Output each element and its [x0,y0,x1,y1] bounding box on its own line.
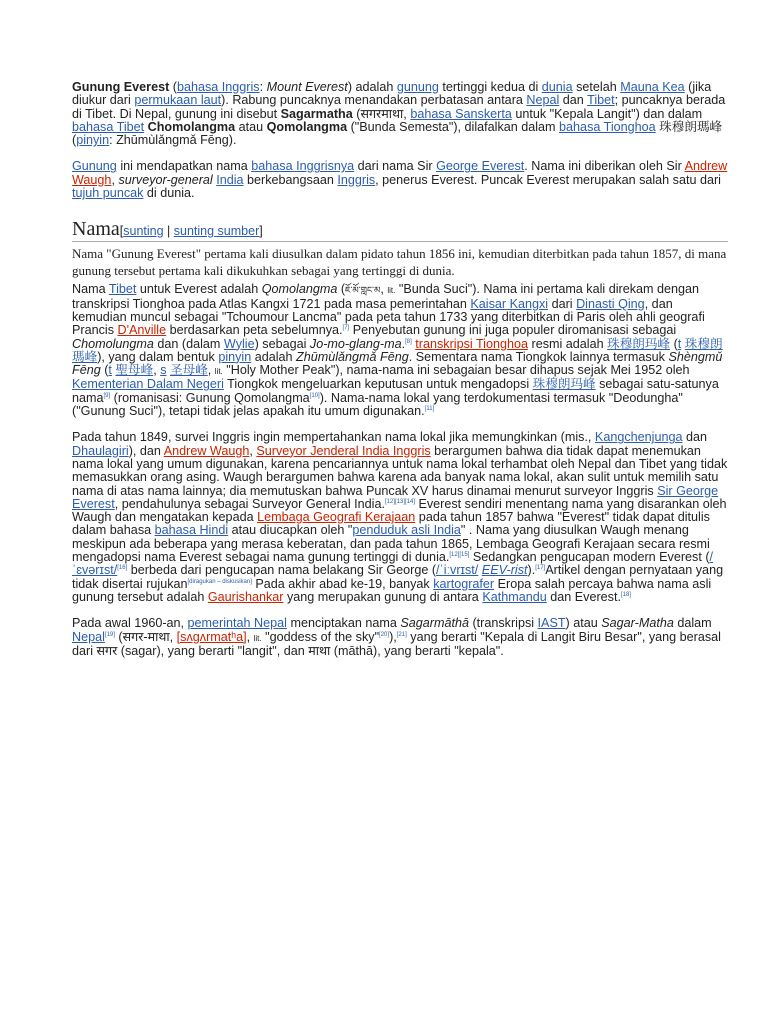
edit-source-link[interactable]: sunting sumber [173,224,260,239]
dubious-note-link[interactable]: [diragukan – diskusikan] [187,578,252,585]
link-permukaan-laut[interactable]: permukaan laut [134,93,222,108]
link-pinyin[interactable]: pinyin [76,133,110,148]
link-traditional-abbr[interactable]: t [108,363,112,378]
link-bahasa-tibet[interactable]: bahasa Tibet [72,119,145,134]
reference-link[interactable]: [9] [103,392,111,399]
reference-link[interactable]: [8] [405,338,412,345]
link-chinese-simplified[interactable]: 珠穆朗玛峰 [607,336,671,351]
survey-history-paragraph: Pada tahun 1849, survei Inggris ingin mempertahankan nama lokal jika memungkinkan (mis., Kangchenjunga dan Dhaulagiri), dan Andrew Waugh, Surveyor Jenderal India Inggris berargumen bahwa dia tidak dapat menemukan nama lokal yang umum digunakan, karena pencariannya untuk nama lokal terhambat oleh Nepal dan Tibet yang tidak memasukkan orang asing. Waugh berargumen bahwa karena ada banyak nama lokal, akan sulit untuk memilih satu nama di atas nama lainnya; dia memutuskan bahwa Puncak XV harus dinamai menurut surveyor Inggris Sir George Everest, pendahulunya sebagai Surveyor General India.[12][13][14] Everest sendiri menentang nama yang disarankan oleh Waugh dan mengatakan kepada Lembaga Geografi Kerajaan pada tahun 1857 bahwa "Everest" tidak dapat ditulis dalam bahasa bahasa Hindi atau diucapkan oleh "penduduk asli India" . Nama yang diusulkan Waugh menang meskipun ada beberapa yang merasa keberatan, dan pada tahun 1865, Lembaga Geografi Kerajaan secara resmi mengadopsi nama Everest sebagai nama gunung tertinggi di dunia.[12][15] Sedangkan pengucapan modern Everest (/ˈɛvərɪst/[16] berbeda dari pengucapan nama belakang Sir George (/ˈiːvrɪst/ EEV-rist).[17]Artikel dengan pernyataan yang tidak disertai rujukan[diragukan – diskusikan] Pada akhir abad ke-19, banyak kartografer Eropa salah percaya bahwa nama asli gunung tersebut adalah Gaurishankar yang merupakan gunung di antara Kathmandu dan Everest.[18] [72,430,728,604]
link-iast[interactable]: IAST [537,616,566,631]
link-mauna-kea[interactable]: Mauna Kea [620,80,685,94]
link-kaisar-kangxi[interactable]: Kaisar Kangxi [470,296,549,311]
link-tibet[interactable]: Tibet [587,93,615,108]
link-inggris[interactable]: Inggris [337,172,376,187]
link-gaurishankar[interactable]: Gaurishankar [207,589,284,604]
link-ipa-modern[interactable]: /ˈɛvərɪst/ [72,550,714,578]
bold-term: Sagarmatha [280,106,353,121]
bold-term: Chomolangma [147,119,236,134]
link-bahasa-tionghoa[interactable]: bahasa Tionghoa [559,119,656,134]
serif-summary: Nama "Gunung Everest" pertama kali diusulkan dalam pidato tahun 1856 ini, kemudian diterbitkan pada tahun 1857, di mana gunung tersebut pertama kali dikukuhkan sebagai yang tertinggi di dunia. [72,246,727,279]
link-bahasa-sanskerta[interactable]: bahasa Sanskerta [410,106,512,121]
link-nepal[interactable]: Nepal [526,93,560,108]
link-ipa-george[interactable]: /ˈiːvrɪst/ [436,563,479,578]
link-pemerintah-nepal[interactable]: pemerintah Nepal [187,616,287,631]
reference-link[interactable]: [20] [379,631,390,638]
link-bahasa-inggris[interactable]: bahasa Inggris [176,80,260,94]
link-simplified-abbr[interactable]: s [160,363,167,378]
link-wylie[interactable]: Wylie [223,336,255,351]
link-gunung[interactable]: gunung [396,80,439,94]
section-heading: Nama[sunting | sunting sumber] [72,218,728,242]
link-chinese-traditional[interactable]: 珠穆朗瑪峰 [72,336,723,364]
link-bahasa-inggrisnya[interactable]: bahasa Inggrisnya [251,159,355,174]
link-respelling[interactable]: EEV-rist [481,563,528,578]
link-sir-george-everest[interactable]: Sir George Everest [72,483,719,511]
link-nepal[interactable]: Nepal [72,629,105,644]
tibetan-name-paragraph: Nama Tibet untuk Everest adalah Qomolangma (ཇོ་མོ་གླང་མ, lit. "Bunda Suci"). Nama ini pertama kali direkam dengan transkripsi Tionghoa pada Atlas Kangxi 1721 pada masa pemerintahan Kaisar Kangxi dari Dinasti Qing, dan kemudian muncul sebagai "Tchoumour Lancma" pada peta tahun 1733 yang diterbitkan di Paris oleh ahli geografi Prancis D'Anville berdasarkan peta sebelumnya.[7] Penyebutan gunung ini juga populer diromanisasi sebagai Chomolungma dan (dalam Wylie) sebagai Jo-mo-glang-ma.[8] transkripsi Tionghoa resmi adalah 珠穆朗玛峰 (t 珠穆朗瑪峰), yang dalam bentuk pinyin adalah Zhūmùlǎngmǎ Fēng. Sementara nama Tiongkok lainnya termasuk Shèngmǔ Fēng (t 聖母峰, s 圣母峰, lit. "Holy Mother Peak"), nama-nama ini sebagaian besar dihapus sejak Mei 1952 oleh Kementerian Dalam Negeri Tiongkok mengeluarkan keputusan untuk mengadopsi 珠穆朗玛峰 sebagai satu-satunya nama[9] (romanisasi: Gunung Qomolangma[10]). Nama-nama lokal yang terdokumentasi termasuk "Deodungha" ("Gunung Suci"), tetapi tidak jelas apakah itu umum digunakan.[11] [72,282,723,419]
link-pinyin[interactable]: pinyin [218,349,252,364]
bold-term: Gunung Everest [72,80,170,94]
link-kartografer[interactable]: kartografer [433,576,495,591]
link-dhaulagiri[interactable]: Dhaulagiri [72,443,129,458]
bold-term: Qomolangma [266,119,348,134]
link-kangchenjunga[interactable]: Kangchenjunga [594,430,683,445]
link-chinese-simplified[interactable]: 珠穆朗玛峰 [532,377,596,392]
link-tibet[interactable]: Tibet [108,282,137,297]
reference-link[interactable]: [12][15] [449,551,470,558]
link-kementerian-dalam-negeri[interactable]: Kementerian Dalam Negeri [72,377,224,392]
intro-paragraph: Gunung Everest (bahasa Inggris: Mount Everest) adalah gunung tertinggi kedua di dunia setelah Mauna Kea (jika diukur dari permukaan laut). Rabung puncaknya menandakan perbatasan antara Nepal dan Tibet; puncaknya berada di Tibet. Di Nepal, gunung ini disebut Sagarmatha (सगरमाथा, bahasa Sanskerta untuk "Kepala Langit") dan dalam bahasa Tibet Chomolangma atau Qomolangma ("Bunda Semesta"), dilafalkan dalam bahasa Tionghoa 珠穆朗瑪峰 (pinyin: Zhūmùlǎngmǎ Fēng). [72,80,726,148]
link-danville[interactable]: D'Anville [117,323,167,338]
link-traditional-abbr[interactable]: t [677,336,682,351]
reference-link[interactable]: [16] [117,565,128,572]
reference-link[interactable]: [11] [424,405,435,412]
link-penduduk-asli-india[interactable]: penduduk asli India [352,523,461,538]
reference-link[interactable]: [21] [396,631,407,638]
link-tujuh-puncak[interactable]: tujuh puncak [72,186,144,201]
link-ipa-sagarmatha[interactable]: [sʌɡʌrmatʰa] [176,629,247,644]
reference-link[interactable]: [7] [342,325,350,332]
reference-link[interactable]: [18] [620,591,631,598]
reference-link[interactable]: [12][13][14] [384,498,415,505]
edit-section-link[interactable]: sunting [123,224,164,239]
reference-link[interactable]: [19] [104,631,115,638]
link-kathmandu[interactable]: Kathmandu [482,589,547,604]
reference-link[interactable]: [17] [535,565,546,572]
link-lembaga-geografi[interactable]: Lembaga Geografi Kerajaan [257,510,416,525]
link-bahasa-hindi[interactable]: bahasa Hindi [154,523,229,538]
link-dinasti-qing[interactable]: Dinasti Qing [576,296,645,311]
link-george-everest[interactable]: George Everest [436,159,525,174]
link-shengmu-traditional[interactable]: 聖母峰 [115,363,154,378]
link-gunung[interactable]: Gunung [72,159,117,174]
link-shengmu-simplified[interactable]: 圣母峰 [170,363,208,378]
link-andrew-waugh[interactable]: Andrew Waugh [163,443,250,458]
nepal-name-paragraph: Pada awal 1960-an, pemerintah Nepal menciptakan nama Sagarmāthā (transkripsi IAST) atau Sagar-Matha dalam Nepal[19] (सगर-माथा, [sʌɡʌrmatʰa], lit. "goddess of the sky"[20]),[21] yang berarti "Kepala di Langit Biru Besar", yang berasal dari सगर (sagar), yang berarti "langit", dan माथा (māthā), yang berarti "kepala". [72,616,721,658]
name-origin-paragraph: Gunung ini mendapatkan nama bahasa Inggrisnya dari nama Sir George Everest. Nama ini diberikan oleh Sir Andrew Waugh, surveyor-general India berkebangsaan Inggris, penerus Everest. Puncak Everest merupakan salah satu dari tujuh puncak di dunia. [72,159,728,201]
link-andrew-waugh[interactable]: Andrew Waugh [72,159,728,187]
link-dunia[interactable]: dunia [541,80,573,94]
section-title: Nama [72,218,120,241]
link-transkripsi-tionghoa[interactable]: transkripsi Tionghoa [415,336,528,351]
link-surveyor-jenderal[interactable]: Surveyor Jenderal India Inggris [256,443,431,458]
reference-link[interactable]: [10] [309,392,320,399]
link-india[interactable]: India [216,172,244,187]
